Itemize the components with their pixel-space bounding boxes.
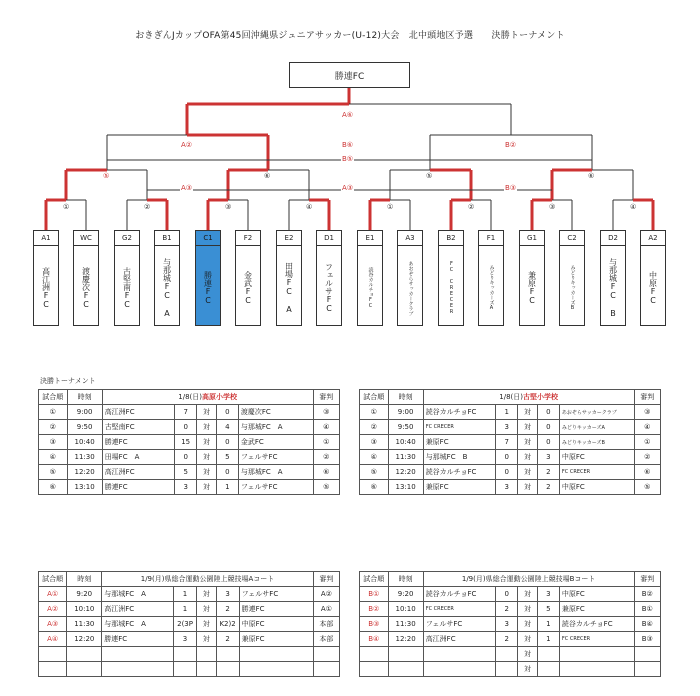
cell-no: ⑤ (360, 465, 389, 480)
cell-home: 兼原FC (423, 480, 496, 495)
cell-ref: ② (313, 450, 339, 465)
cell-hs: 1 (174, 587, 197, 602)
match-row (39, 435, 340, 450)
cell-hs: 2 (496, 602, 518, 617)
cell-as: 2 (216, 632, 239, 647)
cell-vs: 対 (518, 450, 538, 465)
cell-no (39, 662, 67, 677)
cell-hs (174, 662, 197, 677)
cell-ref: B① (634, 602, 660, 617)
match-row (360, 617, 661, 632)
cell-ref: A① (313, 602, 339, 617)
cell-time (388, 647, 423, 662)
cell-as: 2 (537, 480, 559, 495)
cell-ref: ⑤ (634, 480, 660, 495)
cell-away (559, 662, 634, 677)
match-label: B② (505, 141, 517, 149)
section-title: 決勝トーナメント (40, 377, 96, 385)
match-label: A⑥ (342, 111, 354, 119)
cell-as: 0 (537, 435, 559, 450)
cell-time: 13:10 (67, 480, 102, 495)
cell-no: ② (360, 420, 389, 435)
cell-hs: 3 (174, 632, 197, 647)
match-row (39, 617, 340, 632)
match-row (39, 465, 340, 480)
cell-time: 12:20 (388, 465, 423, 480)
cell-no: A② (39, 602, 67, 617)
cell-time: 11:30 (388, 617, 423, 632)
cell-hs: 3 (496, 480, 518, 495)
match-row (360, 450, 661, 465)
match-row (360, 647, 661, 662)
cell-as: 5 (216, 450, 238, 465)
match-row (360, 662, 661, 677)
cell-hs: 0 (175, 420, 197, 435)
cell-away: フェルサFC (239, 587, 313, 602)
cell-vs (196, 647, 216, 662)
cell-vs: 対 (518, 587, 538, 602)
cell-hs: 1 (174, 602, 197, 617)
cell-vs: 対 (518, 480, 538, 495)
cell-vs: 対 (518, 662, 538, 677)
match-label: ⑥ (264, 172, 271, 180)
cell-hs: 1 (496, 405, 518, 420)
cell-as: 1 (216, 480, 238, 495)
cell-vs: 対 (518, 435, 538, 450)
cell-no: ⑥ (39, 480, 68, 495)
team-box: B1 与那城FC A (154, 230, 180, 326)
cell-away: 中原FC (559, 480, 634, 495)
match-row (39, 480, 340, 495)
cell-away (559, 647, 634, 662)
cell-time: 10:40 (388, 435, 423, 450)
cell-time: 10:10 (388, 602, 423, 617)
cell-ref: B④ (634, 617, 660, 632)
cell-no (360, 662, 389, 677)
cell-vs: 対 (518, 617, 538, 632)
cell-home: 古堅南FC (102, 420, 175, 435)
cell-home: 読谷カルチョFC (423, 405, 496, 420)
match-label: ④ (630, 203, 637, 211)
cell-home: FC CRECER (423, 602, 496, 617)
match-row (360, 587, 661, 602)
cell-time: 11:30 (388, 450, 423, 465)
match-row (360, 632, 661, 647)
cell-hs: 2(3P (174, 617, 197, 632)
cell-vs: 対 (197, 480, 217, 495)
champion-box: 勝連FC (289, 62, 410, 88)
cell-vs: 対 (518, 602, 538, 617)
cell-ref: ④ (313, 420, 339, 435)
cell-away: FC CRECER (559, 632, 634, 647)
cell-as: 3 (216, 587, 239, 602)
match-label: B③ (505, 184, 517, 192)
cell-ref: ③ (634, 405, 660, 420)
cell-away: 勝連FC (239, 602, 313, 617)
cell-hs: 7 (175, 405, 197, 420)
match-row (360, 602, 661, 617)
cell-no: ④ (39, 450, 68, 465)
team-box: E1 読谷カルチョFC (357, 230, 383, 326)
cell-time (388, 662, 423, 677)
cell-away: 与那城FC A (238, 465, 313, 480)
cell-vs: 対 (197, 450, 217, 465)
match-row (360, 405, 661, 420)
cell-as: 3 (537, 587, 559, 602)
cell-as (216, 662, 239, 677)
cell-away: 中原FC (559, 587, 634, 602)
cell-ref (313, 662, 339, 677)
cell-away: みどりキッカーズA (559, 420, 634, 435)
cell-home (423, 662, 496, 677)
match-label: ① (63, 203, 70, 211)
match-label: ② (468, 203, 475, 211)
cell-time: 12:20 (388, 632, 423, 647)
cell-vs: 対 (518, 420, 538, 435)
cell-vs (196, 662, 216, 677)
cell-as (537, 647, 559, 662)
team-box: D1 フェルサFC (316, 230, 342, 326)
cell-no: B③ (360, 617, 389, 632)
cell-as: 0 (537, 405, 559, 420)
team-box: G1 兼原FC (519, 230, 545, 326)
match-label: A② (181, 141, 193, 149)
cell-hs: 0 (496, 587, 518, 602)
cell-home: 与那城FC A (102, 617, 174, 632)
match-row (39, 647, 340, 662)
cell-as: 2 (216, 602, 239, 617)
cell-time: 9:20 (388, 587, 423, 602)
cell-home: 高江洲FC (102, 602, 174, 617)
team-box: G2 古堅南FC (114, 230, 140, 326)
match-row (360, 480, 661, 495)
team-box: WC 渡慶次FC (73, 230, 99, 326)
cell-ref (634, 662, 660, 677)
tournament-bracket (0, 0, 700, 240)
team-box-highlighted: C1 勝連FC (195, 230, 221, 326)
cell-vs: 対 (196, 602, 216, 617)
team-box: E2 田場FC A (276, 230, 302, 326)
team-box: A2 中原FC (640, 230, 666, 326)
cell-no: ② (39, 420, 68, 435)
match-label: A③ (342, 184, 354, 192)
cell-away: 中原FC (239, 617, 313, 632)
cell-home: 兼原FC (423, 435, 496, 450)
cell-vs: 対 (518, 405, 538, 420)
match-label: A③ (181, 184, 193, 192)
cell-ref: ③ (313, 405, 339, 420)
cell-hs: 2 (496, 632, 518, 647)
cell-home (423, 647, 496, 662)
cell-home: 勝連FC (102, 435, 175, 450)
cell-ref: ② (634, 450, 660, 465)
cell-away: 兼原FC (559, 602, 634, 617)
schedule-table-day1-court1: 試合順 時刻 1/8(日)高原小学校 審判 ① 9:00 高江洲FC 7 対 0 渡慶次FC ③ ② 9:50 古堅南FC 0 対 4 与那城FC A ④ ③ 10:40 勝連FC 15 対 0 金武FC ① ④ 11:30 田場FC A 0 対 5 フェルサFC ② ⑤ 12:20 高江洲FC 5 対 0 与那城FC A ⑥ ⑥ 13:10 勝連FC 3 対 1 フェルサFC ⑤ (38, 389, 340, 495)
cell-vs: 対 (196, 632, 216, 647)
cell-home (102, 662, 174, 677)
cell-ref: ① (634, 435, 660, 450)
match-label: ⑤ (103, 172, 110, 180)
cell-no: ⑥ (360, 480, 389, 495)
cell-hs: 3 (496, 420, 518, 435)
cell-ref: B③ (634, 632, 660, 647)
cell-time (67, 662, 102, 677)
cell-home: 高江洲FC (423, 632, 496, 647)
cell-time: 11:30 (67, 450, 102, 465)
cell-as: 0 (216, 435, 238, 450)
match-label: B⑥ (342, 141, 354, 149)
cell-away: 金武FC (238, 435, 313, 450)
cell-time: 10:10 (67, 602, 102, 617)
team-box: F1 みどりキッカーズA (478, 230, 504, 326)
cell-away: フェルサFC (238, 450, 313, 465)
team-box: A1 高江洲FC (33, 230, 59, 326)
cell-as (216, 647, 239, 662)
match-label: ⑤ (426, 172, 433, 180)
cell-time: 9:50 (388, 420, 423, 435)
cell-home: 与那城FC B (423, 450, 496, 465)
schedule-table-day1-court2: 試合順 時刻 1/8(日)古堅小学校 審判 ① 9:00 読谷カルチョFC 1 対 0 あおぞらサッカークラブ ③ ② 9:50 FC CRECER 3 対 0 みどりキッカーズA ④ ③ 10:40 兼原FC 7 対 0 みどりキッカーズB ① ④ 11:30 与那城FC B 0 対 3 中原FC ② ⑤ 12:20 読谷カルチョFC 0 対 2 FC CRECER ⑥ ⑥ 13:10 兼原FC 3 対 2 中原FC ⑤ (359, 389, 661, 495)
cell-no: ④ (360, 450, 389, 465)
match-row (39, 405, 340, 420)
cell-hs: 15 (175, 435, 197, 450)
match-label: ④ (306, 203, 313, 211)
cell-no: ③ (39, 435, 68, 450)
cell-hs: 0 (496, 465, 518, 480)
match-label: ② (144, 203, 151, 211)
cell-away: FC CRECER (559, 465, 634, 480)
match-row (39, 587, 340, 602)
cell-no: ① (39, 405, 68, 420)
cell-home: 勝連FC (102, 480, 175, 495)
cell-vs: 対 (518, 647, 538, 662)
match-label: B⑤ (342, 155, 354, 163)
cell-ref: ① (313, 435, 339, 450)
cell-vs: 対 (197, 405, 217, 420)
cell-no (360, 647, 389, 662)
cell-no: B④ (360, 632, 389, 647)
cell-away: みどりキッカーズB (559, 435, 634, 450)
cell-no: B① (360, 587, 389, 602)
team-box: A3 あおぞらサッカークラブ (397, 230, 423, 326)
cell-as: 3 (537, 450, 559, 465)
cell-as: 0 (537, 420, 559, 435)
cell-time: 13:10 (388, 480, 423, 495)
cell-as: 0 (216, 465, 238, 480)
match-row (39, 420, 340, 435)
match-row (39, 662, 340, 677)
cell-time: 12:20 (67, 632, 102, 647)
cell-no: ③ (360, 435, 389, 450)
cell-no: ⑤ (39, 465, 68, 480)
cell-home: 高江洲FC (102, 465, 175, 480)
cell-hs: 0 (496, 450, 518, 465)
match-row (39, 632, 340, 647)
cell-no: A④ (39, 632, 67, 647)
schedule-table-day2-court-a: 試合順 時刻 1/9(月)県総合運動公園陸上競技場Aコート 審判 A① 9:20 与那城FC A 1 対 3 フェルサFC A② A② 10:10 高江洲FC 1 対 2 勝連FC A① A③ 11:30 与那城FC A 2(3P 対 K2)2 中原FC 本部 A④ 12:20 勝連FC 3 対 2 兼原FC 本部 (38, 571, 340, 677)
cell-hs (496, 662, 518, 677)
cell-home (102, 647, 174, 662)
cell-no (39, 647, 67, 662)
cell-time: 9:00 (67, 405, 102, 420)
cell-as: 1 (537, 617, 559, 632)
page-title: おきぎんJカップOFA第45回沖縄県ジュニアサッカー(U-12)大会 北中頭地区予選 決勝トーナメント (135, 31, 565, 41)
cell-as: K2)2 (216, 617, 239, 632)
cell-time: 9:50 (67, 420, 102, 435)
cell-away (239, 662, 313, 677)
match-label: ⑥ (588, 172, 595, 180)
cell-as: 1 (537, 632, 559, 647)
cell-ref: ⑥ (634, 465, 660, 480)
cell-ref (313, 647, 339, 662)
match-label: ③ (549, 203, 556, 211)
cell-no: B② (360, 602, 389, 617)
cell-home: フェルサFC (423, 617, 496, 632)
cell-as: 5 (537, 602, 559, 617)
cell-away: 中原FC (559, 450, 634, 465)
cell-ref: A② (313, 587, 339, 602)
cell-as: 4 (216, 420, 238, 435)
cell-hs (496, 647, 518, 662)
cell-away (239, 647, 313, 662)
cell-as: 0 (216, 405, 238, 420)
cell-home: 勝連FC (102, 632, 174, 647)
cell-hs: 3 (496, 617, 518, 632)
cell-time: 9:00 (388, 405, 423, 420)
team-box: B2 FC CRECER (438, 230, 464, 326)
cell-home: 読谷カルチョFC (423, 587, 496, 602)
cell-as (537, 662, 559, 677)
team-box: F2 金武FC (235, 230, 261, 326)
cell-time (67, 647, 102, 662)
cell-vs: 対 (518, 465, 538, 480)
cell-home: 与那城FC A (102, 587, 174, 602)
cell-away: 渡慶次FC (238, 405, 313, 420)
cell-time: 12:20 (67, 465, 102, 480)
cell-away: あおぞらサッカークラブ (559, 405, 634, 420)
cell-ref: 本部 (313, 632, 339, 647)
cell-time: 11:30 (67, 617, 102, 632)
cell-no: A① (39, 587, 67, 602)
cell-ref: B② (634, 587, 660, 602)
match-row (360, 465, 661, 480)
cell-hs: 0 (175, 450, 197, 465)
cell-home: 高江洲FC (102, 405, 175, 420)
team-box: C2 みどりキッカーズB (559, 230, 585, 326)
cell-as: 2 (537, 465, 559, 480)
cell-hs: 5 (175, 465, 197, 480)
cell-away: 与那城FC A (238, 420, 313, 435)
schedule-table-day2-court-b: 試合順 時刻 1/9(月)県総合運動公園陸上競技場Bコート 審判 B① 9:20 読谷カルチョFC 0 対 3 中原FC B② B② 10:10 FC CRECER 2 対 5 兼原FC B① B③ 11:30 フェルサFC 3 対 1 読谷カルチョFC B④ B④ 12:20 高江洲FC 2 対 1 FC CRECER B③ 対 対 (359, 571, 661, 677)
cell-hs (174, 647, 197, 662)
cell-ref: ⑥ (313, 465, 339, 480)
match-label: ③ (225, 203, 232, 211)
cell-no: ① (360, 405, 389, 420)
cell-home: 読谷カルチョFC (423, 465, 496, 480)
cell-vs: 対 (196, 617, 216, 632)
cell-ref: ④ (634, 420, 660, 435)
cell-ref: 本部 (313, 617, 339, 632)
cell-vs: 対 (518, 632, 538, 647)
cell-away: 読谷カルチョFC (559, 617, 634, 632)
match-row (360, 420, 661, 435)
cell-time: 9:20 (67, 587, 102, 602)
match-row (39, 602, 340, 617)
cell-ref: ⑤ (313, 480, 339, 495)
cell-time: 10:40 (67, 435, 102, 450)
cell-vs: 対 (196, 587, 216, 602)
match-label: ① (387, 203, 394, 211)
cell-ref (634, 647, 660, 662)
cell-no: A③ (39, 617, 67, 632)
cell-hs: 7 (496, 435, 518, 450)
cell-hs: 3 (175, 480, 197, 495)
team-box: D2 与那城FC B (600, 230, 626, 326)
cell-away: 兼原FC (239, 632, 313, 647)
cell-home: 田場FC A (102, 450, 175, 465)
cell-vs: 対 (197, 435, 217, 450)
match-row (360, 435, 661, 450)
cell-vs: 対 (197, 420, 217, 435)
match-row (39, 450, 340, 465)
cell-home: FC CRECER (423, 420, 496, 435)
cell-away: フェルサFC (238, 480, 313, 495)
cell-vs: 対 (197, 465, 217, 480)
